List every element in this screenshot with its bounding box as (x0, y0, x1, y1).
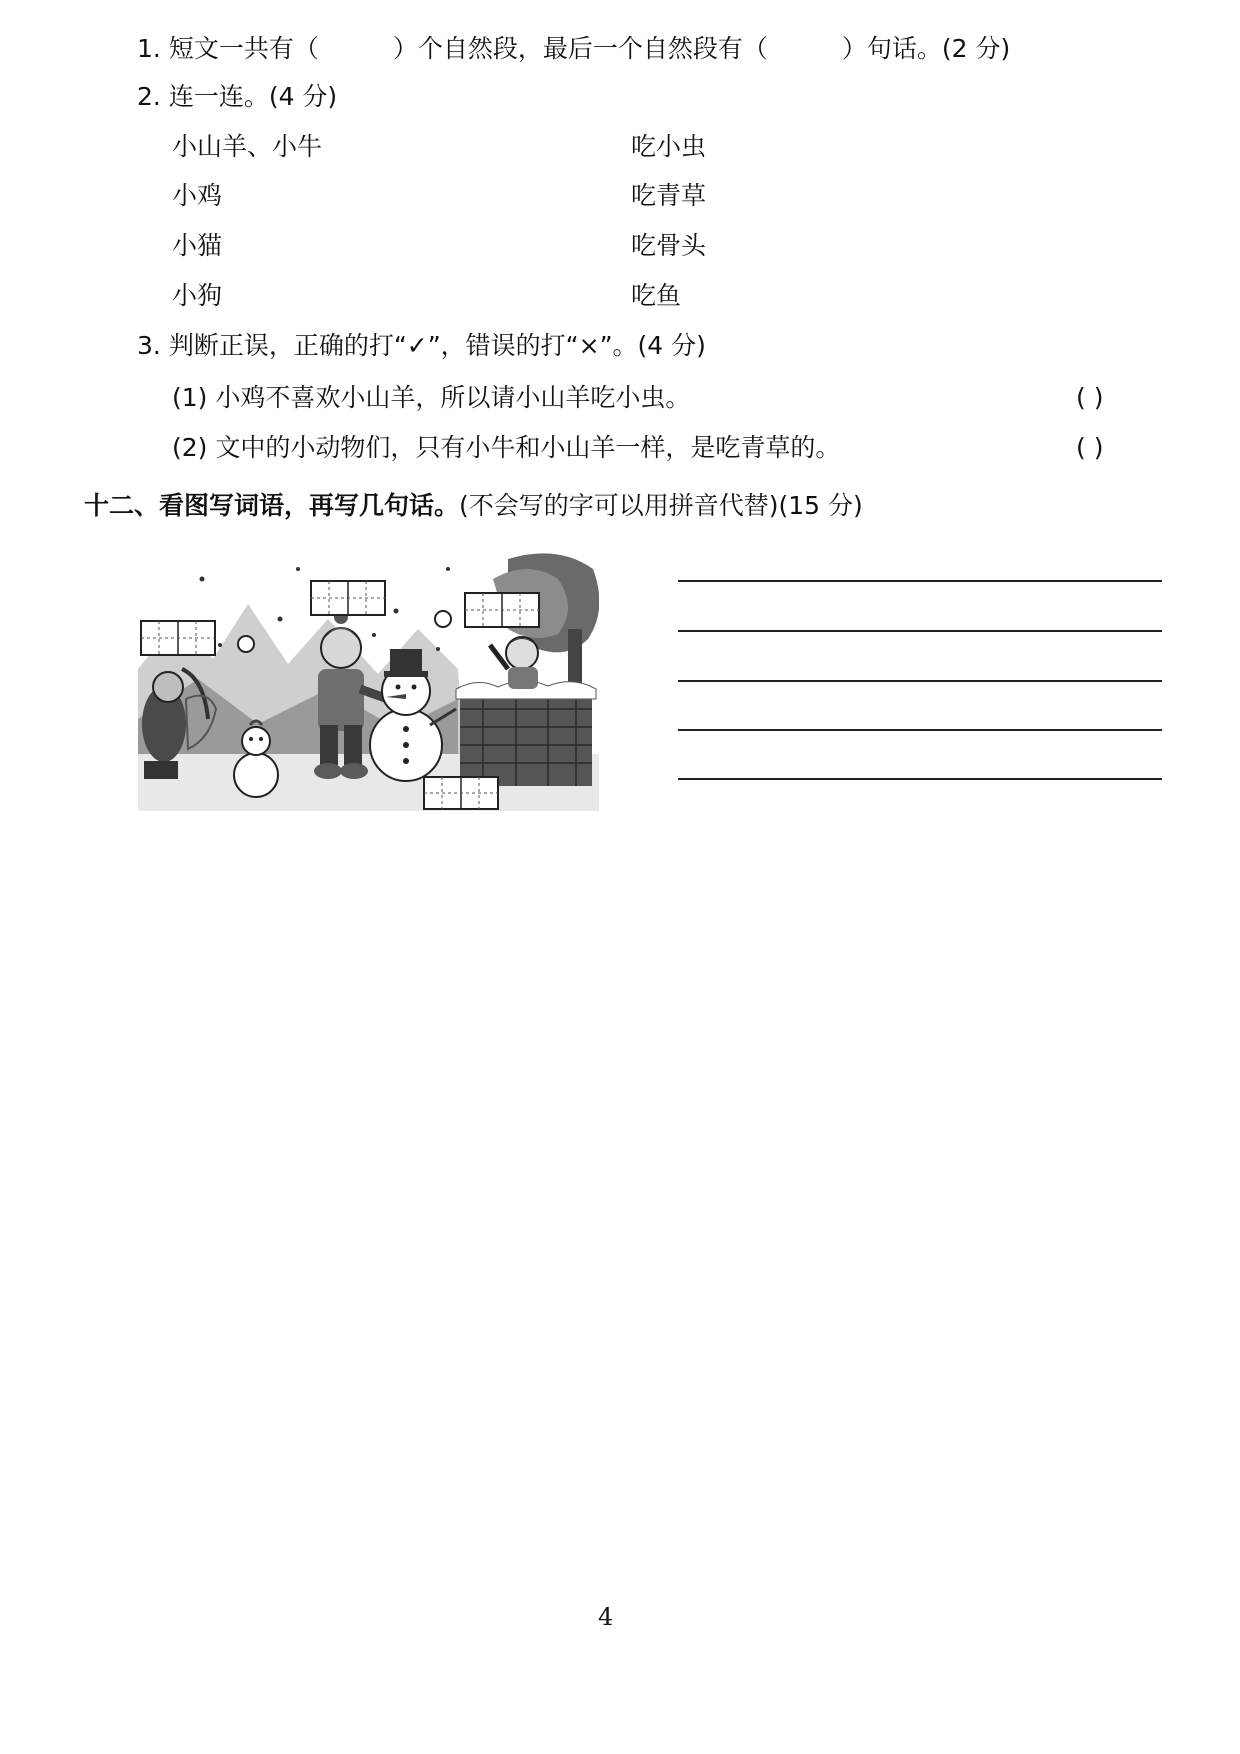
writing-line[interactable] (678, 729, 1162, 731)
judge-answer-box[interactable]: ( ) (1076, 433, 1104, 462)
page-number: 4 (598, 1603, 614, 1631)
judge-item (172, 431, 840, 465)
match-left-item[interactable]: 小狗 (172, 281, 223, 310)
section-12-note: (不会写的字可以用拼音代替)(15 分) (459, 491, 863, 520)
section-12-label: 十二、看图写词语，再写几句话。 (84, 491, 460, 520)
match-right-item[interactable]: 吃鱼 (631, 281, 682, 310)
match-left-item[interactable]: 小山羊、小牛 (172, 132, 323, 161)
section-12-title (84, 489, 863, 523)
question-3-text: 判断正误，正确的打“✓”，错误的打“×”。(4 分) (168, 331, 706, 360)
match-right-item[interactable]: 吃小虫 (631, 132, 707, 161)
match-right-item[interactable]: 吃骨头 (631, 231, 707, 260)
question-1-number: 1. (137, 34, 161, 63)
question-1-text-b: ）个自然段，最后一个自然段有（ (392, 34, 768, 63)
snow-scene-illustration (138, 549, 599, 811)
judge-item-number: (1) (172, 383, 208, 412)
match-left-item[interactable]: 小鸡 (172, 181, 223, 210)
question-3-number: 3. (137, 331, 161, 360)
question-2-title (137, 80, 337, 114)
question-3-title (137, 329, 706, 363)
judge-item-text: 小鸡不喜欢小山羊，所以请小山羊吃小虫。 (215, 383, 691, 412)
judge-item (172, 381, 690, 415)
writing-line[interactable] (678, 778, 1162, 780)
question-2-number: 2. (137, 82, 161, 111)
writing-line[interactable] (678, 680, 1162, 682)
question-2-text: 连一连。(4 分) (168, 82, 338, 111)
judge-answer-box[interactable]: ( ) (1076, 383, 1104, 412)
writing-line[interactable] (678, 630, 1162, 632)
writing-line[interactable] (678, 580, 1162, 582)
question-1-text-a: 短文一共有（ (168, 34, 319, 63)
question-1-text-c: ）句话。(2 分) (841, 34, 1011, 63)
judge-item-text: 文中的小动物们，只有小牛和小山羊一样，是吃青草的。 (215, 433, 841, 462)
match-left-item[interactable]: 小猫 (172, 231, 223, 260)
match-right-item[interactable]: 吃青草 (631, 181, 707, 210)
judge-item-number: (2) (172, 433, 208, 462)
question-1 (137, 32, 1010, 66)
